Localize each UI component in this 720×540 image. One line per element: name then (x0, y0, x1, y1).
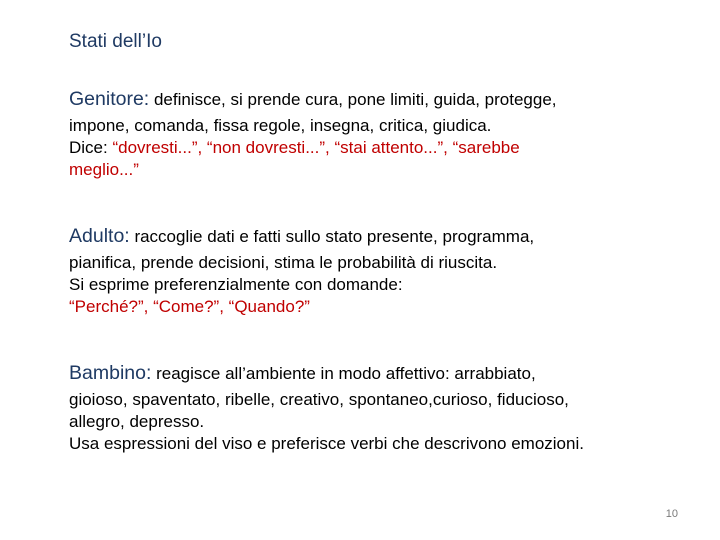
bambino-line-2: gioioso, spaventato, ribelle, creativo, spontaneo,curioso, fiducioso, (69, 390, 569, 409)
slide-title: Stati dell’Io (69, 31, 162, 52)
genitore-definition: definisce, si prende cura, pone limiti, guida, protegge, (149, 90, 557, 109)
page-number: 10 (665, 508, 678, 520)
bambino-line-1 (69, 362, 699, 385)
adulto-quotes: “Perché?”, “Come?”, “Quando?” (69, 297, 310, 316)
bambino-definition: reagisce all’ambiente in modo affettivo: arrabbiato, (151, 364, 536, 383)
adulto-line-1 (69, 225, 699, 248)
adulto-term: Adulto: (69, 225, 130, 247)
bambino-term: Bambino: (69, 362, 152, 384)
adulto-section (69, 225, 699, 318)
bambino-line-3: allegro, depresso. (69, 412, 205, 431)
genitore-dice-label: Dice: (69, 138, 113, 157)
genitore-line-4: meglio...” (69, 160, 139, 179)
adulto-line-3: Si esprime preferenzialmente con domande: (69, 275, 403, 294)
adulto-definition: raccoglie dati e fatti sullo stato presente, programma, (129, 227, 535, 246)
genitore-line-1 (69, 88, 699, 111)
bambino-section (69, 362, 699, 455)
genitore-term: Genitore: (69, 88, 150, 110)
adulto-line-2: pianifica, prende decisioni, stima le probabilità di riuscita. (69, 253, 498, 272)
genitore-section (69, 88, 699, 181)
genitore-quotes: “dovresti...”, “non dovresti...”, “stai attento...”, “sarebbe (112, 138, 520, 157)
genitore-line-3 (69, 137, 699, 159)
bambino-line-4: Usa espressioni del viso e preferisce verbi che descrivono emozioni. (69, 434, 584, 453)
genitore-line-2: impone, comanda, fissa regole, insegna, critica, giudica. (69, 116, 492, 135)
